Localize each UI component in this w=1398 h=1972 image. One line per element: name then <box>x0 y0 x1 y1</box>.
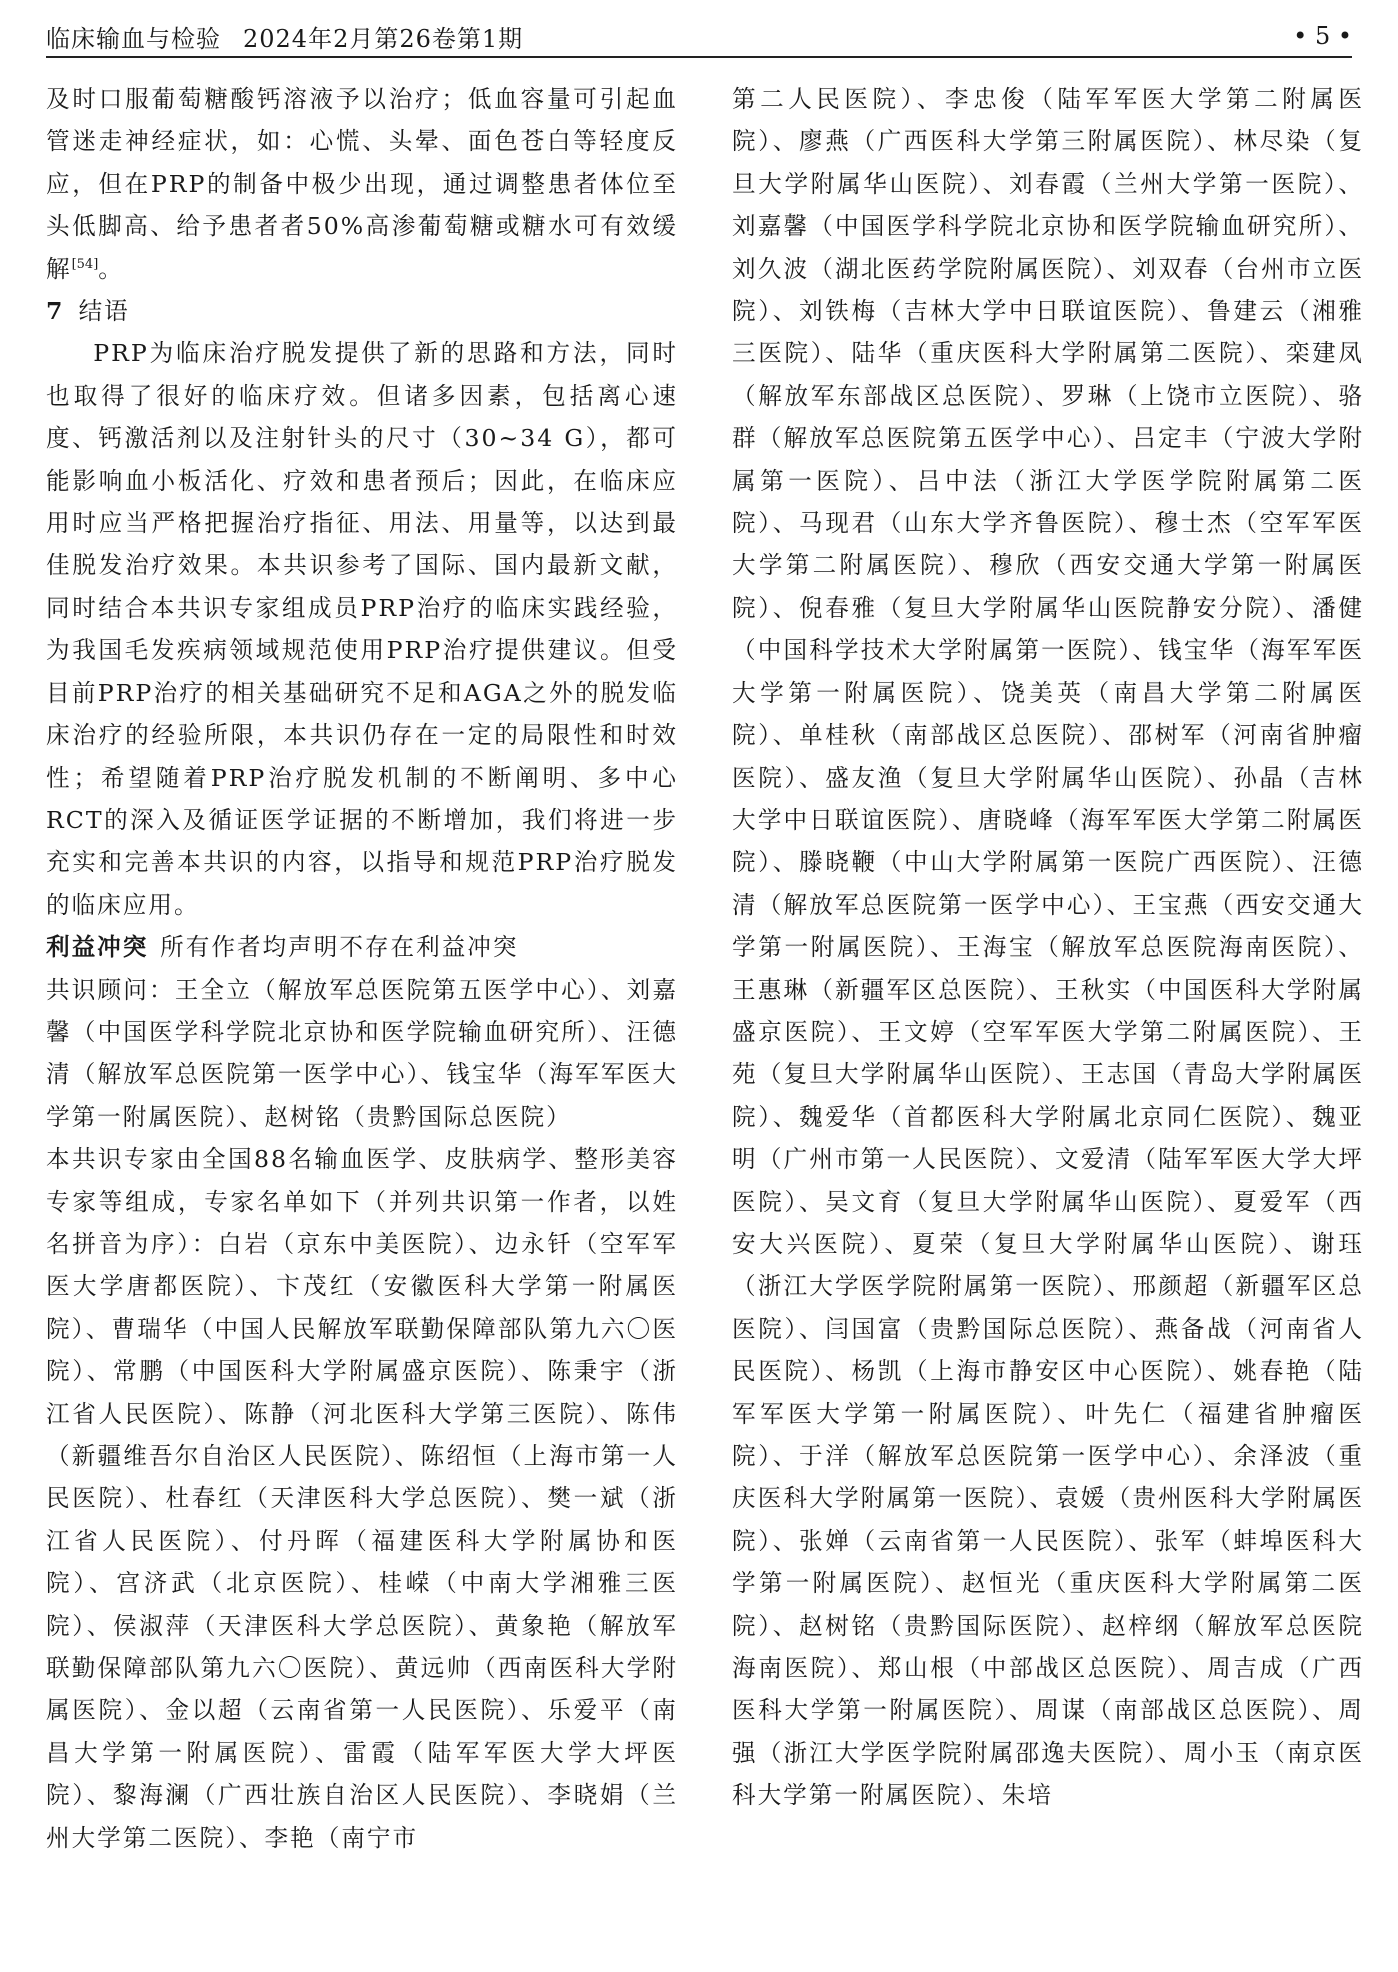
header-divider <box>46 56 1352 58</box>
left-column <box>46 78 678 1859</box>
header-left <box>46 19 523 54</box>
section-title: 结语 <box>78 297 130 326</box>
right-column <box>732 78 1364 1817</box>
conflict-text: 所有作者均声明不存在利益冲突 <box>160 933 519 962</box>
page-number: • 5 • <box>1293 22 1352 50</box>
issue-info: 2024年2月第26卷第1期 <box>243 24 524 53</box>
running-header <box>46 14 1352 58</box>
section-number: 7 <box>46 297 65 326</box>
conflict-label: 利益冲突 <box>46 933 149 962</box>
experts-list-continued: 第二人民医院）、李忠俊（陆军军医大学第二附属医院）、廖燕（广西医科大学第三附属医院）、林尽染（复旦大学附属华山医院）、刘春霞（兰州大学第一医院）、刘嘉馨（中国医学科学院北京协和医学院输血研究所）、刘久波（湖北医药学院附属医院）、刘双春（台州市立医院）、刘铁梅（吉林大学中日联谊医院）、鲁建云（湘雅三医院）、陆华（重庆医科大学附属第二医院）、栾建凤（解放军东部战区总医院）、罗琳（上饶市立医院）、骆群（解放军总医院第五医学中心）、吕定丰（宁波大学附属第一医院）、吕中法（浙江大学医学院附属第二医院）、马现君（山东大学齐鲁医院）、穆士杰（空军军医大学第二附属医院）、穆欣（西安交通大学第一附属医院）、倪春雅（复旦大学附属华山医院静安分院）、潘健（中国科学技术大学附属第一医院）、钱宝华（海军军医大学第一附属医院）、饶美英（南昌大学第二附属医院）、单桂秋（南部战区总医院）、邵树军（河南省肿瘤医院）、盛友渔（复旦大学附属华山医院）、孙晶（吉林大学中日联谊医院）、唐晓峰（海军军医大学第二附属医院）、滕晓鞭（中山大学附属第一医院广西医院）、汪德清（解放军总医院第一医学中心）、王宝燕（西安交通大学第一附属医院）、王海宝（解放军总医院海南医院）、王惠琳（新疆军区总医院）、王秋实（中国医科大学附属盛京医院）、王文婷（空军军医大学第二附属医院）、王苑（复旦大学附属华山医院）、王志国（青岛大学附属医院）、魏爱华（首都医科大学附属北京同仁医院）、魏亚明（广州市第一人民医院）、文爱清（陆军军医大学大坪医院）、吴文育（复旦大学附属华山医院）、夏爱军（西安大兴医院）、夏荣（复旦大学附属华山医院）、谢珏（浙江大学医学院附属第一医院）、邢颜超（新疆军区总医院）、闫国富（贵黔国际总医院）、燕备战（河南省人民医院）、杨凯（上海市静安区中心医院）、姚春艳（陆军军医大学第一附属医院）、叶先仁（福建省肿瘤医院）、于洋（解放军总医院第一医学中心）、余泽波（重庆医科大学附属第一医院）、袁媛（贵州医科大学附属医院）、张婵（云南省第一人民医院）、张军（蚌埠医科大学第一附属医院）、赵恒光（重庆医科大学附属第二医院）、赵树铭（贵黔国际医院）、赵梓纲（解放军总医院海南医院）、郑山根（中部战区总医院）、周吉成（广西医科大学第一附属医院）、周谋（南部战区总医院）、周强（浙江大学医学院附属邵逸夫医院）、周小玉（南京医科大学第一附属医院）、朱培 <box>732 85 1364 1810</box>
section-heading-conclusion <box>46 290 678 332</box>
conclusion-paragraph: PRP为临床治疗脱发提供了新的思路和方法，同时也取得了很好的临床疗效。但诸多因素，包括离心速度、钙激活剂以及注射针头的尺寸（30~34 G），都可能影响血小板活化、疗效和患者预后；因此，在临床应用时应当严格把握治疗指征、用法、用量等，以达到最佳脱发治疗效果。本共识参考了国际、国内最新文献，同时结合本共识专家组成员PRP治疗的临床实践经验，为我国毛发疾病领域规范使用PRP治疗提供建议。但受目前PRP治疗的相关基础研究不足和AGA之外的脱发临床治疗的经验所限，本共识仍存在一定的局限性和时效性；希望随着PRP治疗脱发机制的不断阐明、多中心RCT的深入及循证医学证据的不断增加，我们将进一步充实和完善本共识的内容，以指导和规范PRP治疗脱发的临床应用。 <box>46 339 678 919</box>
conflict-of-interest <box>46 926 678 968</box>
experts-paragraph: 本共识专家由全国88名输血医学、皮肤病学、整形美容专家等组成，专家名单如下（并列共识第一作者，以姓名拼音为序）：白岩（京东中美医院）、边永钎（空军军医大学唐都医院）、卞茂红（安徽医科大学第一附属医院）、曹瑞华（中国人民解放军联勤保障部队第九六〇医院）、常鹏（中国医科大学附属盛京医院）、陈秉宇（浙江省人民医院）、陈静（河北医科大学第三医院）、陈伟（新疆维吾尔自治区人民医院）、陈绍恒（上海市第一人民医院）、杜春红（天津医科大学总医院）、樊一斌（浙江省人民医院）、付丹晖（福建医科大学附属协和医院）、宫济武（北京医院）、桂嵘（中南大学湘雅三医院）、侯淑萍（天津医科大学总医院）、黄象艳（解放军联勤保障部队第九六〇医院）、黄远帅（西南医科大学附属医院）、金以超（云南省第一人民医院）、乐爱平（南昌大学第一附属医院）、雷霞（陆军军医大学大坪医院）、黎海澜（广西壮族自治区人民医院）、李晓娟（兰州大学第二医院）、李艳（南宁市 <box>46 1145 678 1852</box>
advisors-paragraph: 共识顾问：王全立（解放军总医院第五医学中心）、刘嘉馨（中国医学科学院北京协和医学院输血研究所）、汪德清（解放军总医院第一医学中心）、钱宝华（海军军医大学第一附属医院）、赵树铭（贵黔国际总医院） <box>46 975 678 1131</box>
paragraph-continued: 及时口服葡萄糖酸钙溶液予以治疗；低血容量可引起血管迷走神经症状，如：心慌、头晕、面色苍白等轻度反应，但在PRP的制备中极少出现，通过调整患者体位至头低脚高、给予患者者50%高渗葡萄糖或糖水可有效缓解[54]。 <box>46 85 678 283</box>
journal-title: 临床输血与检验 <box>46 24 221 53</box>
citation-ref[interactable]: [54] <box>71 256 99 272</box>
